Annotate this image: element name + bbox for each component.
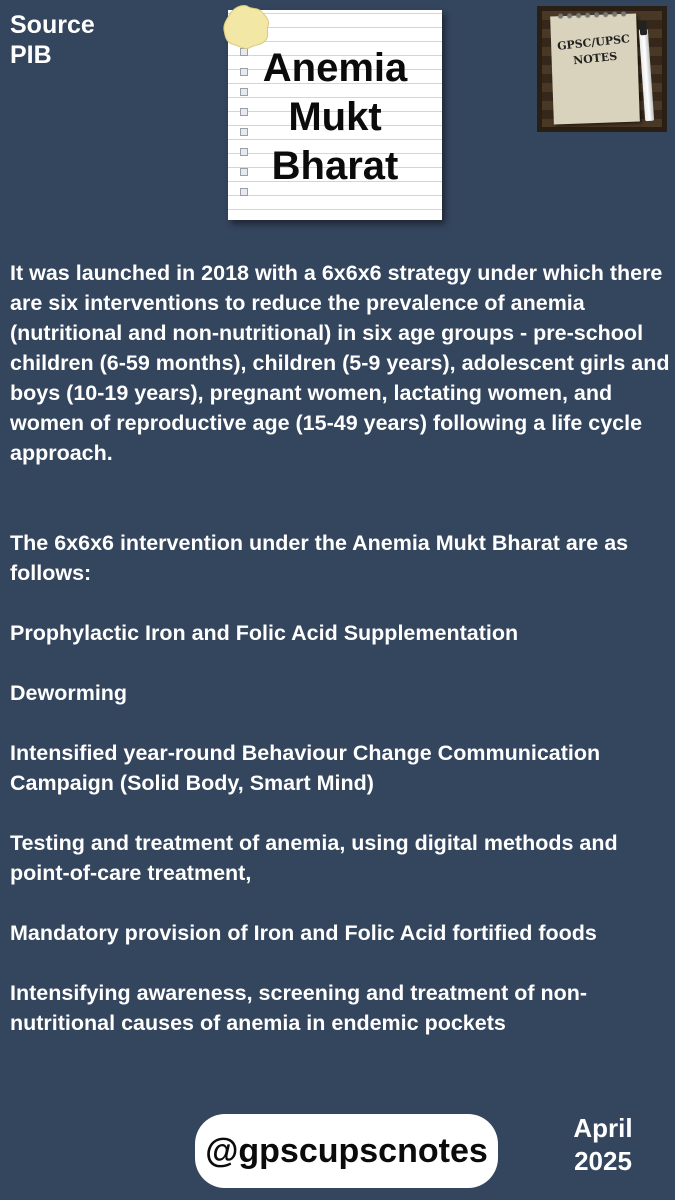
publish-date bbox=[567, 1112, 639, 1178]
intervention-item-3: Intensified year-round Behaviour Change Communication Campaign (Solid Body, Smart Mind) bbox=[10, 741, 601, 795]
intervention-item-6: Intensifying awareness, screening and treatment of non-nutritional causes of anemia in endemic pockets bbox=[10, 981, 588, 1035]
logo-text-line-1: GPSC/UPSC bbox=[556, 32, 631, 53]
date-year: 2025 bbox=[574, 1146, 632, 1176]
title-line-3: Bharat bbox=[271, 144, 399, 188]
pen-icon bbox=[639, 29, 654, 121]
intervention-item-1: Prophylactic Iron and Folic Acid Supplementation bbox=[10, 621, 519, 645]
logo-text-line-2: NOTES bbox=[572, 49, 618, 68]
title-line-2: Mukt bbox=[288, 95, 382, 139]
interventions-lead: The 6x6x6 intervention under the Anemia Mukt Bharat are as follows: bbox=[10, 531, 629, 585]
logo-text bbox=[550, 31, 639, 72]
source-label bbox=[10, 10, 95, 70]
source-name: PIB bbox=[10, 41, 52, 69]
main-content bbox=[10, 258, 670, 1038]
logo-spiral-rings bbox=[556, 10, 630, 21]
intervention-item-2: Deworming bbox=[10, 681, 128, 705]
intervention-item-4: Testing and treatment of anemia, using digital methods and point-of-care treatment, bbox=[10, 831, 618, 885]
title-line-1: Anemia bbox=[262, 46, 408, 90]
title-notepad bbox=[228, 10, 442, 220]
date-month: April bbox=[573, 1113, 633, 1143]
intro-paragraph: It was launched in 2018 with a 6x6x6 strategy under which there are six interventions to reduce the prevalence of anemia (nutritional and non-nutritional) in six age groups - pre-school children (6-59 months), children (5-9 years), adolescent girls and boys (10-19 years), pregnant women, lactating women, and women of reproductive age (15-49 years) following a life cycle approach. bbox=[10, 261, 670, 465]
intervention-item-5: Mandatory provision of Iron and Folic Acid fortified foods bbox=[10, 921, 597, 945]
logo-notepad-icon bbox=[550, 14, 640, 125]
brand-logo bbox=[537, 6, 667, 132]
source-label-text: Source bbox=[10, 11, 95, 39]
page-title bbox=[228, 44, 442, 191]
social-handle-badge[interactable]: @gpscupscnotes bbox=[195, 1114, 498, 1188]
